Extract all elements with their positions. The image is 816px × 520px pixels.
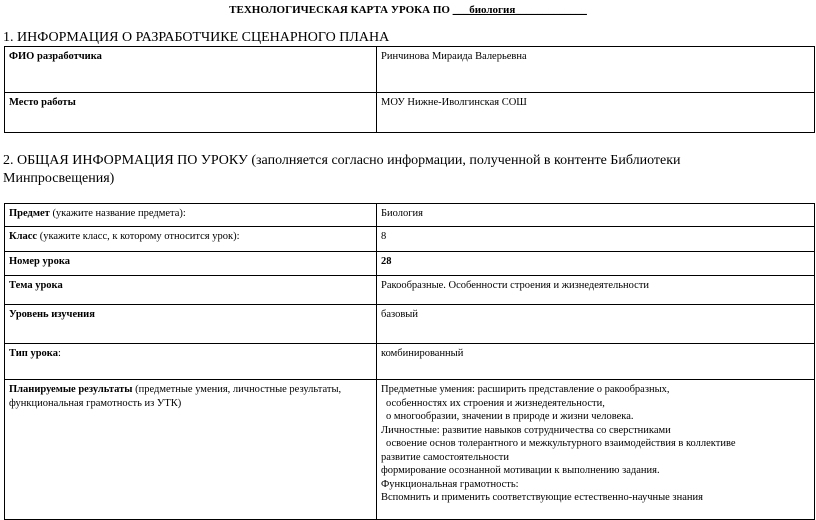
workplace-label: Место работы — [5, 93, 377, 133]
table-row — [5, 252, 815, 276]
section1-heading: 1. ИНФОРМАЦИЯ О РАЗРАБОТЧИКЕ СЦЕНАРНОГО ПЛАНА — [3, 30, 390, 45]
table-row — [5, 276, 815, 305]
table-row — [5, 344, 815, 380]
developer-name-value: Ринчинова Мираида Валерьевна — [377, 47, 815, 93]
lesson-number-value: 28 — [377, 252, 815, 276]
level-label: Уровень изучения — [5, 305, 377, 344]
developer-name-label: ФИО разработчика — [5, 47, 377, 93]
topic-value: Ракообразные. Особенности строения и жизнедеятельности — [377, 276, 815, 305]
section2-heading: 2. ОБЩАЯ ИНФОРМАЦИЯ ПО УРОКУ (заполняется согласно информации, полученной в контенте Библиотеки Минпросвещения) — [3, 153, 681, 186]
subject-value: Биология — [377, 204, 815, 227]
table-row — [5, 47, 815, 93]
lesson-number-label: Номер урока — [5, 252, 377, 276]
planned-results-value: Предметные умения: расширить представление о ракообразных, особенностях их строения и жизнедеятельности, о многообразии, значении в природе и жизни человека. Личностные: развитие навыков сотрудничества со сверстниками освоение основ толерантного и межкультурного взаимодействия в коллективе развитие самостоятельности формирование осознанной мотивации к выполнению задания. Функциональная грамотность: Вспомнить и применить соответствующие естественно-научные знания — [377, 380, 815, 520]
table-row — [5, 380, 815, 520]
table-row — [5, 227, 815, 252]
planned-results-label: Планируемые результаты (предметные умения, личностные результаты, функциональная грамотность из УТК) — [5, 380, 377, 520]
lesson-info-table — [4, 203, 815, 520]
document-title — [0, 4, 816, 16]
topic-label: Тема урока — [5, 276, 377, 305]
title-prefix: ТЕХНОЛОГИЧЕСКАЯ КАРТА УРОКА ПО — [229, 4, 453, 16]
table-row — [5, 93, 815, 133]
developer-table — [4, 46, 815, 133]
lesson-type-label: Тип урока: — [5, 344, 377, 380]
subject-label: Предмет (укажите название предмета): — [5, 204, 377, 227]
title-subject: ___биология_____________ — [452, 4, 587, 16]
grade-value: 8 — [377, 227, 815, 252]
level-value: базовый — [377, 305, 815, 344]
lesson-type-value: комбинированный — [377, 344, 815, 380]
table-row — [5, 204, 815, 227]
grade-label: Класс (укажите класс, к которому относится урок): — [5, 227, 377, 252]
workplace-value: МОУ Нижне-Иволгинская СОШ — [377, 93, 815, 133]
table-row — [5, 305, 815, 344]
